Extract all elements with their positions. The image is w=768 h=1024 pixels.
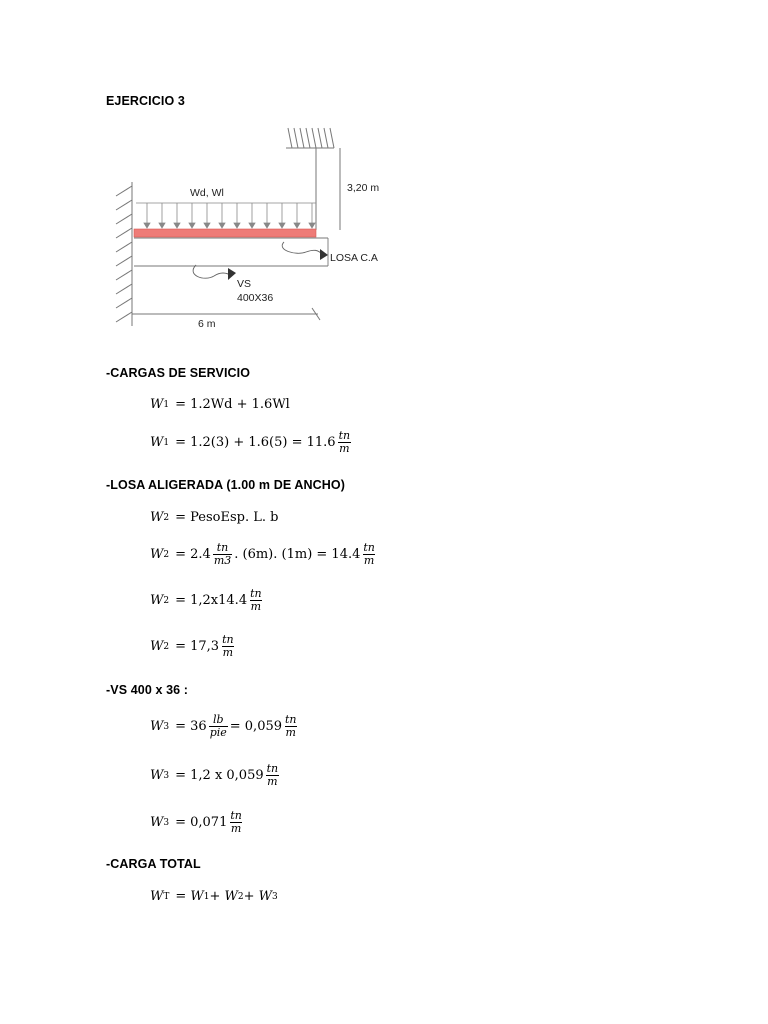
section-slab: -LOSA ALIGERADA (1.00 m DE ANCHO) — [106, 478, 345, 492]
equation-w2-formula: W 2 = PesoEsp. L. b — [150, 510, 279, 525]
equation-w2-factored: W 2 = 1,2x14.4 $\frac{tn}{m}$ — [150, 587, 262, 613]
slab-label: LOSA C.A — [330, 252, 378, 264]
section-service-loads: -CARGAS DE SERVICIO — [106, 366, 251, 380]
beam-diagram — [0, 110, 768, 370]
section-beam: -VS 400 x 36 : — [106, 683, 189, 697]
height-label: 3,20 m — [347, 182, 380, 194]
equation-w3-factored: W 3 = 1,2 x 0,059 $\frac{tn}{m}$ — [150, 762, 279, 788]
load-label: Wd, Wl — [190, 187, 224, 199]
beam — [134, 238, 328, 266]
equation-w2-value: W 2 = 2.4 $\frac{tn}{m3}$ . (6m). (1m) = 14.4 $\frac{tn}{m}$ — [150, 541, 375, 567]
left-wall-support — [116, 182, 132, 326]
distributed-load-arrows — [136, 203, 316, 228]
beam-callout — [193, 265, 232, 278]
equation-total: W T = W 1 + W 2 + W 3 — [150, 889, 278, 904]
equation-w1-value: W 1 = 1.2(3) + 1.6(5) = 11.6 $\frac{tn}{m}$ — [150, 429, 351, 455]
beam-label-2: 400X36 — [237, 292, 274, 304]
equation-w2-result: W 2 = 17,3 $\frac{tn}{m}$ — [150, 633, 234, 659]
section-total-load: -CARGA TOTAL — [106, 857, 201, 871]
slab-callout-arrow — [320, 249, 328, 260]
beam-callout-arrow — [228, 268, 236, 280]
top-support — [286, 128, 334, 230]
slab-callout — [282, 242, 322, 254]
beam-label-1: VS — [237, 278, 252, 290]
equation-w3-result: W 3 = 0,071 $\frac{tn}{m}$ — [150, 809, 242, 835]
exercise-title: EJERCICIO 3 — [106, 94, 185, 108]
equation-w1-formula: W 1 = 1.2Wd + 1.6Wl — [150, 397, 290, 412]
slab — [134, 229, 316, 237]
equation-w3-value: W 3 = 36 $\frac{lb}{\text{pie}}$ = 0,059 $\frac{tn}{m}$ — [150, 713, 297, 739]
span-label: 6 m — [198, 318, 216, 330]
